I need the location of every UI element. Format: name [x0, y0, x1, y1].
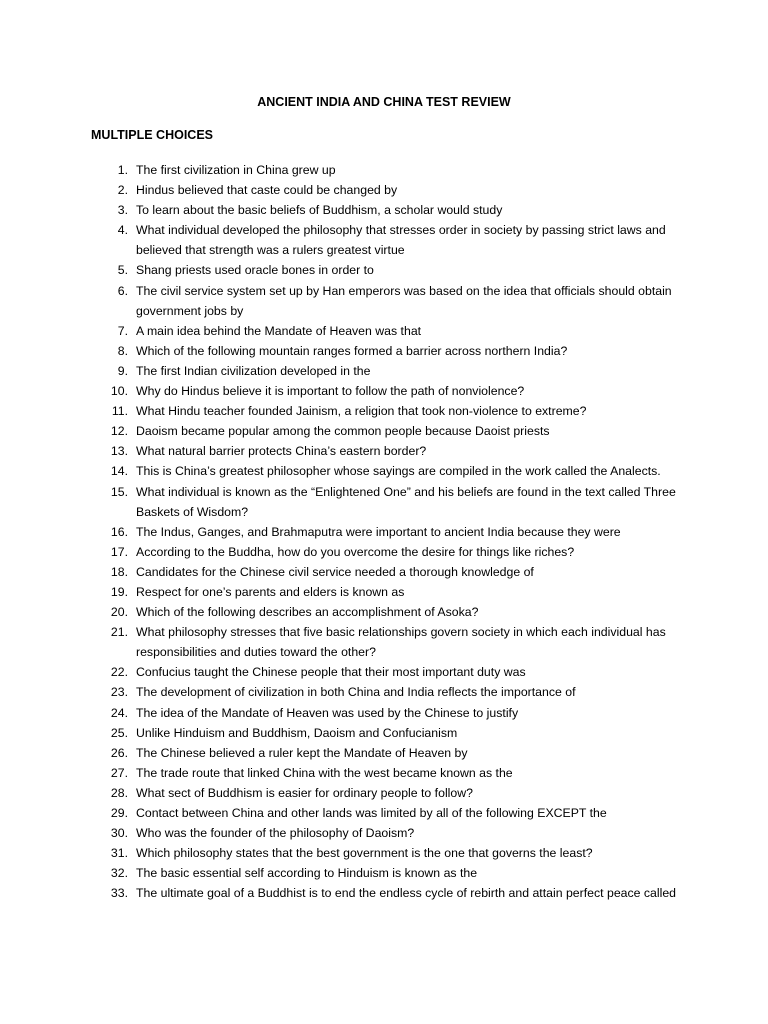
- list-item: [0, 361, 768, 381]
- question-text: What natural barrier protects China’s eastern border?: [136, 444, 427, 459]
- question-number: 23.: [110, 685, 128, 700]
- list-item: [0, 803, 768, 823]
- list-item: [0, 703, 768, 723]
- question-text: Unlike Hinduism and Buddhism, Daoism and Confucianism: [136, 725, 458, 740]
- question-number: 10.: [110, 384, 128, 399]
- list-item: [0, 281, 768, 321]
- question-list: [0, 160, 768, 903]
- question-number: 27.: [110, 765, 128, 780]
- list-item: [0, 562, 768, 582]
- question-text: Candidates for the Chinese civil service needed a thorough knowledge of: [136, 564, 534, 579]
- list-item: [0, 421, 768, 441]
- list-item: [0, 381, 768, 401]
- question-text: A main idea behind the Mandate of Heaven was that: [136, 323, 422, 338]
- question-number: 19.: [110, 584, 128, 599]
- list-item: [0, 883, 768, 903]
- list-item: [0, 341, 768, 361]
- question-text: To learn about the basic beliefs of Buddhism, a scholar would study: [136, 203, 503, 218]
- list-item: [0, 662, 768, 682]
- question-number: 2.: [117, 183, 128, 198]
- question-number: 3.: [117, 203, 128, 218]
- list-item: [0, 763, 768, 783]
- list-item: [0, 622, 768, 662]
- question-number: 17.: [110, 544, 128, 559]
- question-text: Why do Hindus believe it is important to follow the path of nonviolence?: [136, 384, 525, 399]
- list-item: [0, 522, 768, 542]
- question-number: 24.: [110, 705, 128, 720]
- question-text: The ultimate goal of a Buddhist is to end the endless cycle of rebirth and attain perfect peace called: [136, 886, 677, 901]
- list-item: [0, 260, 768, 280]
- question-number: 15.: [110, 484, 128, 499]
- question-number: 16.: [110, 524, 128, 539]
- list-item: [0, 863, 768, 883]
- list-item: [0, 321, 768, 341]
- question-text: What Hindu teacher founded Jainism, a religion that took non-violence to extreme?: [136, 404, 587, 419]
- question-text: The civil service system set up by Han emperors was based on the idea that officials should obtain government jobs by: [136, 283, 672, 318]
- list-item: [0, 843, 768, 863]
- question-text: What philosophy stresses that five basic relationships govern society in which each individual has responsibilities and duties toward the other?: [136, 625, 666, 660]
- page-title: ANCIENT INDIA AND CHINA TEST REVIEW: [257, 95, 511, 109]
- question-text: According to the Buddha, how do you overcome the desire for things like riches?: [136, 544, 575, 559]
- question-text: Which of the following mountain ranges formed a barrier across northern India?: [136, 343, 568, 358]
- question-text: Daoism became popular among the common people because Daoist priests: [136, 424, 550, 439]
- question-number: 30.: [110, 826, 128, 841]
- list-item: [0, 200, 768, 220]
- question-number: 7.: [117, 323, 128, 338]
- question-number: 21.: [110, 625, 128, 640]
- question-text: What individual is known as the “Enlightened One” and his beliefs are found in the text called Three Baskets of Wisdom?: [136, 484, 676, 519]
- question-number: 28.: [110, 785, 128, 800]
- list-item: [0, 542, 768, 562]
- question-text: The development of civilization in both China and India reflects the importance of: [136, 685, 576, 700]
- question-number: 31.: [110, 846, 128, 861]
- question-number: 25.: [110, 725, 128, 740]
- question-number: 18.: [110, 564, 128, 579]
- list-item: [0, 823, 768, 843]
- list-item: [0, 461, 768, 481]
- question-number: 5.: [117, 263, 128, 278]
- list-item: [0, 602, 768, 622]
- list-item: [0, 160, 768, 180]
- question-number: 1.: [117, 163, 128, 177]
- question-number: 9.: [117, 363, 128, 378]
- question-number: 32.: [110, 866, 128, 881]
- question-number: 6.: [117, 283, 128, 298]
- question-number: 26.: [110, 745, 128, 760]
- list-item: [0, 743, 768, 763]
- question-text: Who was the founder of the philosophy of Daoism?: [136, 826, 415, 841]
- list-item: [0, 220, 768, 260]
- question-number: 22.: [110, 665, 128, 680]
- question-text: What sect of Buddhism is easier for ordinary people to follow?: [136, 785, 473, 800]
- question-number: 12.: [110, 424, 128, 439]
- list-item: [0, 482, 768, 522]
- question-text: What individual developed the philosophy that stresses order in society by passing strict laws and believed that strength was a rulers greatest virtue: [136, 223, 666, 258]
- question-text: The Chinese believed a ruler kept the Mandate of Heaven by: [136, 745, 468, 760]
- list-item: [0, 682, 768, 702]
- question-number: 13.: [110, 444, 128, 459]
- question-text: The first civilization in China grew up: [136, 163, 336, 177]
- question-number: 33.: [110, 886, 128, 901]
- list-item: [0, 441, 768, 461]
- question-text: The basic essential self according to Hinduism is known as the: [136, 866, 478, 881]
- list-item: [0, 723, 768, 743]
- list-item: [0, 582, 768, 602]
- question-text: Hindus believed that caste could be changed by: [136, 183, 398, 198]
- question-text: The Indus, Ganges, and Brahmaputra were important to ancient India because they were: [136, 524, 621, 539]
- question-text: The idea of the Mandate of Heaven was used by the Chinese to justify: [136, 705, 519, 720]
- question-text: Shang priests used oracle bones in order to: [136, 263, 374, 278]
- question-text: The first Indian civilization developed in the: [136, 363, 371, 378]
- question-number: 20.: [110, 605, 128, 620]
- question-text: Confucius taught the Chinese people that their most important duty was: [136, 665, 526, 680]
- list-item: [0, 180, 768, 200]
- question-text: Which philosophy states that the best government is the one that governs the least?: [136, 846, 593, 861]
- question-number: 14.: [110, 464, 128, 479]
- question-text: Contact between China and other lands was limited by all of the following EXCEPT the: [136, 806, 607, 820]
- section-heading: MULTIPLE CHOICES: [91, 128, 213, 142]
- question-number: 11.: [111, 404, 128, 419]
- question-text: Respect for one’s parents and elders is known as: [136, 584, 405, 599]
- question-text: The trade route that linked China with the west became known as the: [136, 765, 513, 780]
- list-item: [0, 401, 768, 421]
- list-item: [0, 783, 768, 803]
- question-number: 4.: [117, 223, 128, 238]
- question-number: 8.: [117, 343, 128, 358]
- question-number: 29.: [110, 806, 128, 820]
- question-text: This is China’s greatest philosopher whose sayings are compiled in the work called the Analects.: [136, 464, 661, 479]
- question-text: Which of the following describes an accomplishment of Asoka?: [136, 605, 479, 620]
